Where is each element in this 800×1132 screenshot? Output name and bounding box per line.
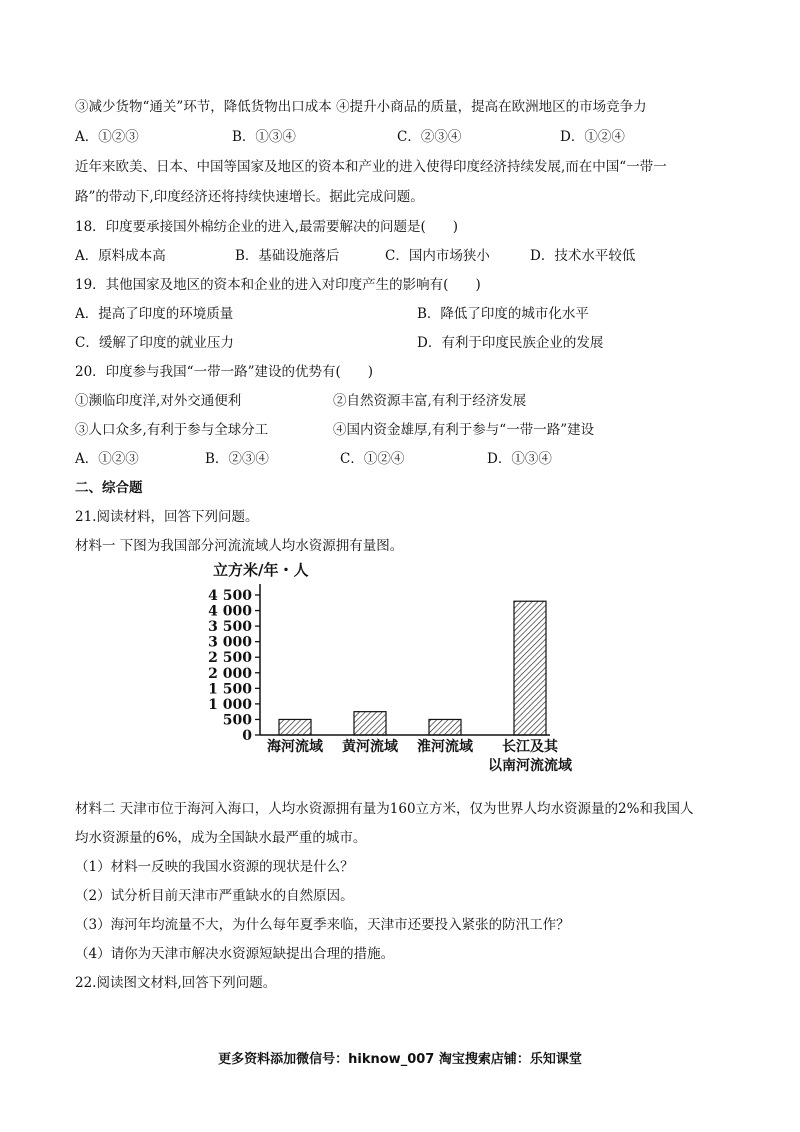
material-1: 材料一 下图为我国部分河流流域人均水资源拥有量图。 [75, 538, 404, 554]
q17-option-a: A．①②③ [75, 129, 139, 145]
bar [354, 712, 386, 735]
y-tick-label: 2 500 [208, 650, 252, 667]
subquestion-3: （3）海河年均流量不大，为什么每年夏季来临，天津市还要投入紧张的防汛工作？ [75, 917, 570, 933]
y-tick-label: 4 500 [208, 588, 252, 604]
q18-option-c: C．国内市场狭小 [385, 248, 490, 264]
section-heading: 二、综合题 [75, 480, 143, 496]
x-category-label: 黄河流域 [342, 739, 398, 755]
q17-option-c: C．②③④ [397, 129, 462, 145]
y-tick-label: 3 500 [208, 619, 252, 636]
q19-option-c: C．缓解了印度的就业压力 [75, 335, 234, 351]
y-tick-label: 0 [242, 728, 252, 744]
q20-item-4: ④国内资金雄厚,有利于参与“一带一路”建设 [333, 422, 595, 438]
q19-option-d: D．有利于印度民族企业的发展 [417, 335, 604, 351]
question-22: 22.阅读图文材料,回答下列问题。 [75, 975, 277, 991]
bar [429, 719, 461, 735]
subquestion-4: （4）请你为天津市解决水资源短缺提出合理的措施。 [75, 946, 395, 962]
question-18: 18．印度要承接国外棉纺企业的进入,最需要解决的问题是( ) [75, 219, 459, 235]
bar [279, 719, 311, 735]
q20-item-1: ①濒临印度洋,对外交通便利 [75, 393, 242, 409]
q20-option-d: D．①③④ [487, 451, 552, 467]
q20-option-a: A．①②③ [75, 451, 139, 467]
q17-option-item-34: ③减少货物“通关”环节，降低货物出口成本 ④提升小商品的质量，提高在欧洲地区的市场竞争力 [75, 99, 647, 115]
q20-option-c: C．①②④ [340, 451, 405, 467]
y-tick-label: 4 000 [208, 603, 252, 620]
q20-item-3: ③人口众多,有利于参与全球分工 [75, 422, 269, 438]
material-2-line-1: 材料二 天津市位于海河入海口，人均水资源拥有量为160立方米，仅为世界人均水资源量的2%和我国人 [75, 801, 694, 817]
q17-option-d: D．①②④ [560, 129, 625, 145]
q18-option-d: D．技术水平较低 [530, 248, 636, 264]
q19-option-b: B．降低了印度的城市化水平 [417, 306, 589, 322]
y-axis-label: 立方米/年・人 [213, 561, 309, 579]
x-category-label: 以南河流流域 [488, 758, 572, 774]
subquestion-1: （1）材料一反映的我国水资源的现状是什么？ [75, 859, 354, 875]
y-tick-label: 1 500 [208, 681, 252, 698]
x-category-label: 淮河流域 [417, 739, 473, 755]
y-tick-label: 1 000 [208, 696, 252, 713]
question-19: 19．其他国家及地区的资本和企业的进入对印度产生的影响有( ) [75, 277, 481, 293]
question-21: 21.阅读材料，回答下列问题。 [75, 509, 259, 525]
y-tick-label: 2 000 [208, 665, 252, 682]
passage-line-2: 路”的带动下,印度经济还将持续快速增长。据此完成问题。 [75, 189, 424, 205]
q18-option-b: B．基础设施落后 [235, 248, 340, 264]
footer-note: 更多资料添加微信号：hiknow_007 淘宝搜索店铺：乐知课堂 [218, 1052, 582, 1067]
q20-option-b: B．②③④ [205, 451, 269, 467]
question-20: 20．印度参与我国“一带一路”建设的优势有( ) [75, 364, 374, 380]
q20-item-2: ②自然资源丰富,有利于经济发展 [333, 393, 527, 409]
subquestion-2: （2）试分析目前天津市严重缺水的自然原因。 [75, 888, 354, 904]
passage-line-1: 近年来欧美、日本、中国等国家及地区的资本和产业的进入使得印度经济持续发展,而在中国“一带一 [75, 159, 667, 175]
bar [514, 601, 546, 735]
q19-option-a: A．提高了印度的环境质量 [75, 306, 234, 322]
q17-option-b: B．①③④ [232, 129, 296, 145]
material-2-line-2: 均水资源量的6%，成为全国缺水最严重的城市。 [75, 830, 367, 846]
y-tick-label: 500 [222, 712, 252, 729]
water-resource-bar-chart [205, 555, 585, 777]
q18-option-a: A．原料成本高 [75, 248, 166, 264]
x-category-label: 海河流域 [267, 739, 323, 755]
x-category-label: 长江及其 [502, 739, 558, 755]
y-tick-label: 3 000 [208, 634, 252, 651]
